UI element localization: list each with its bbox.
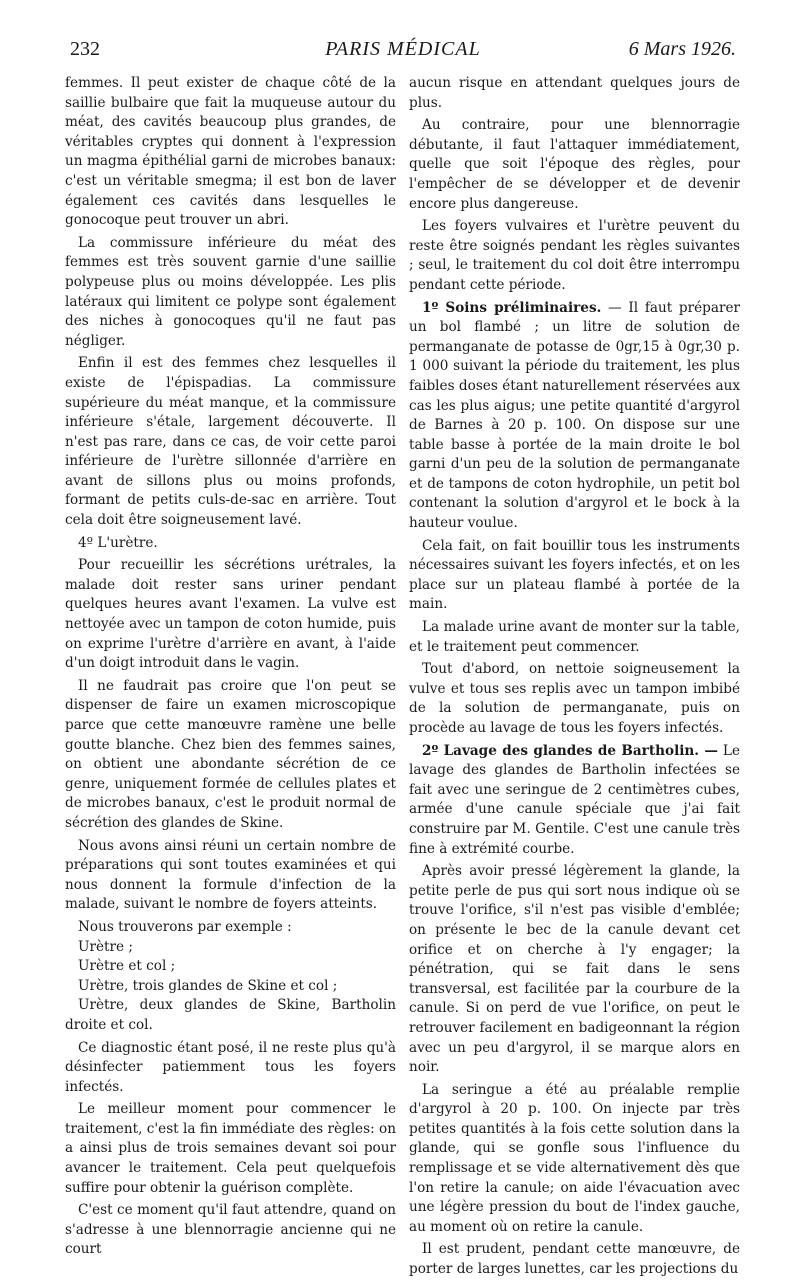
paragraph: Nous avons ainsi réuni un certain nombre de préparations qui sont toutes examinées et qui nous donnent la formule d'infection de la malade, suivant le nombre de foyers atteints. — [65, 837, 396, 913]
paragraph: femmes. Il peut exister de chaque côté de la saillie bulbaire que fait la muqueuse autour du méat, des cavités beaucoup plus grandes, de véritables cryptes qui donnent à l'expression un magma épithélial garni de microbes banaux: c'est un véritable smegma; il est bon de laver également ces cavités dans lesquelles le gonocoque peut trouver un abri. — [65, 75, 396, 229]
paragraph: La malade urine avant de monter sur la table, et le traitement peut commencer. — [409, 619, 740, 655]
paragraph: Les foyers vulvaires et l'urètre peuvent du reste être soignés pendant les règles suivantes ; seul, le traitement du col doit être interrompu pendant cette période. — [409, 218, 740, 293]
paragraph: Cela fait, on fait bouillir tous les instruments nécessaires suivant les foyers infectés, et on les place sur un plateau flambé à portée de la main. — [409, 537, 740, 613]
journal-title: PARIS MÉDICAL — [325, 38, 481, 60]
section-heading: 4º L'urètre. — [78, 534, 158, 551]
paragraph: La seringue a été au préalable remplie d'argyrol à 20 p. 100. On injecte par très petites quantités à la fois cette solution dans la glande, qui se gonfle sous l'influence du remplissage et se vide alternativement dès que l'on retire la canule; on aide l'évacuation avec une légère pression du bout de l'index gauche, au moment où on retire la canule. — [409, 1081, 740, 1235]
paragraph: Enfin il est des femmes chez lesquelles il existe de l'épispadias. La commissure supérieure du méat manque, et la commissure inférieure s'étale, largement découverte. Il n'est pas rare, dans ce cas, de voir cette paroi inférieure de l'urètre sillonnée d'arrière en avant de sillons plus ou moins profonds, formant de petits culs-de-sac en arrière. Tout cela doit être soigneusement lavé. — [65, 355, 396, 529]
list-item: Urètre, trois glandes de Skine et col ; — [78, 977, 338, 994]
paragraph: Ce diagnostic étant posé, il ne reste plus qu'à désinfecter patiemment tous les foyers infectés. — [65, 1039, 396, 1095]
paragraph: Après avoir pressé légèrement la glande, la petite perle de pus qui sort nous indique où se trouve l'orifice, s'il n'est pas visible d'emblée; on présente le bec de la canule devant cet orifice et on cherche à l'y engager; la pénétration, qui se fait dans le sens transversal, est facilitée par la courbure de la canule. Si on perd de vue l'orifice, on peut le retrouver facilement en badigeonnant la région avec un peu d'argyrol, il se marque alors en noir. — [409, 863, 740, 1076]
issue-date: 6 Mars 1926. — [628, 38, 736, 60]
paragraph: Au contraire, pour une blennorragie débutante, il faut l'attaquer immédiatement, quelle que soit l'époque des règles, pour l'empêcher de se développer et de devenir encore plus dangereuse. — [409, 117, 740, 212]
section-lavage-bartholin — [409, 742, 740, 860]
section-soins-preliminaires — [409, 299, 740, 534]
paragraph: Tout d'abord, on nettoie soigneusement la vulve et tous ses replis avec un tampon imbibé de la solution de permanganate, puis on procède au lavage de tous les foyers infectés. — [409, 661, 740, 736]
list-intro: Nous trouverons par exemple : — [78, 918, 292, 935]
section-text: Le lavage des glandes de Bartholin infectées se fait avec une seringue de 2 centimètres cubes, armée d'une canule spéciale que j'ai fait construire par M. Gentile. C'est une canule très fine à extrémité courbe. — [409, 742, 741, 857]
section-heading: 2º Lavage des glandes de Bartholin. — — [422, 742, 718, 759]
section-heading: 1º Soins préliminaires. — [422, 299, 602, 316]
paragraph: Il ne faudrait pas croire que l'on peut se dispenser de faire un examen microscopique parce que cette manœuvre ramène une belle goutte blanche. Chez bien des femmes saines, on obtient une abondante sécrétion de ce genre, uniquement formée de cellules plates et de microbes banaux, c'est le produit normal de sécrétion des glandes de Skine. — [65, 677, 396, 831]
list-item: Urètre ; — [78, 938, 133, 955]
paragraph: C'est ce moment qu'il faut attendre, quand on s'adresse à une blennorragie ancienne qui ne court — [65, 1202, 396, 1258]
page-header — [70, 38, 736, 68]
paragraph: aucun risque en attendant quelques jours de plus. — [409, 75, 740, 111]
paragraph: La commissure inférieure du méat des femmes est très souvent garnie d'une saillie polypeuse plus ou moins développée. Les plis latéraux qui limitent ce polype sont également des niches à gonocoques qu'il ne faut pas négliger. — [65, 234, 396, 349]
section-text: — Il faut préparer un bol flambé ; un litre de solution de permanganate de potasse de 0gr,15 à 0gr,30 p. 1 000 suivant la période du traitement, les plus faibles doses étant naturellement réservées aux cas les plus aigus; une petite quantité d'argyrol de Barnes à 20 p. 100. On dispose sur une table basse à portée de la main droite le bol garni d'un peu de la solution de permanganate et de tampons de coton hydrophile, un petit bol contenant la solution d'argyrol et le bock à la hauteur voulue. — [409, 299, 740, 532]
paragraph: Il est prudent, pendant cette manœuvre, de porter de larges lunettes, car les projections du — [409, 1241, 740, 1278]
page-number: 232 — [70, 38, 100, 60]
paragraph: Le meilleur moment pour commencer le traitement, c'est la fin immédiate des règles: on a ainsi plus de trois semaines devant soi pour avancer le traitement. Cela peut quelquefois suffire pour obtenir la guérison complète. — [65, 1101, 396, 1196]
left-column — [65, 74, 396, 1263]
paragraph: Pour recueillir les sécrétions urétrales, la malade doit rester sans uriner pendant quelques heures avant l'examen. La vulve est nettoyée avec un tampon de coton humide, puis on exprime l'urètre d'arrière en avant, à l'aide d'un doigt introduit dans le vagin. — [65, 557, 396, 672]
list-item: Urètre et col ; — [78, 958, 176, 975]
right-column — [409, 74, 740, 1283]
list-item: Urètre, deux glandes de Skine, Bartholin droite et col. — [65, 997, 396, 1033]
